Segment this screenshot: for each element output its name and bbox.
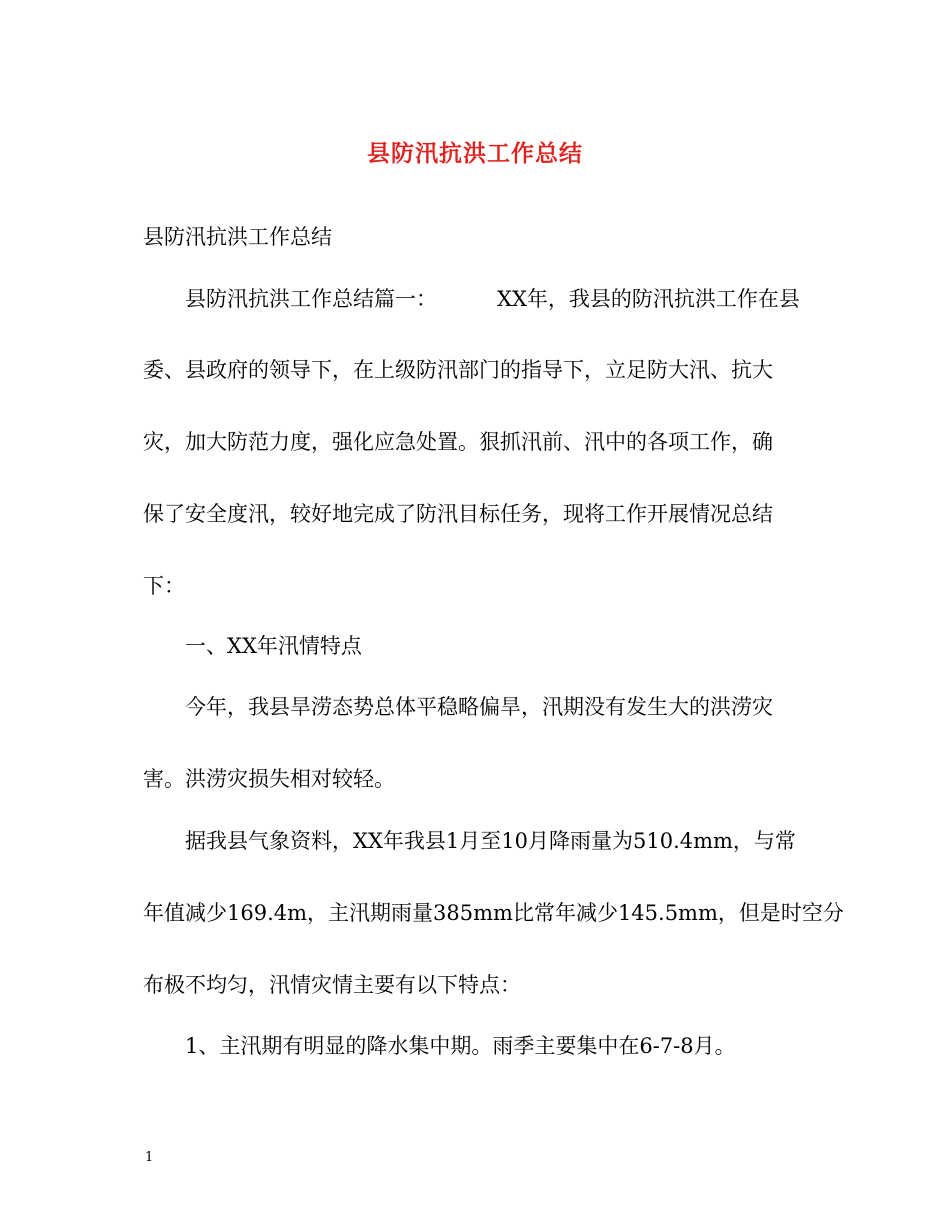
- paragraph-3-line-2: 年值减少169.4m，主汛期雨量385mm比常年减少145.5mm，但是时空分: [143, 901, 844, 925]
- paragraph-1-line-3: 灾，加大防范力度，强化应急处置。狠抓汛前、汛中的各项工作，确: [143, 430, 773, 454]
- paragraph-3-line-1: 据我县气象资料，XX年我县1月至10月降雨量为510.4mm，与常: [185, 829, 796, 853]
- section-1-heading: 一、XX年汛情特点: [185, 634, 362, 658]
- document-subtitle: 县防汛抗洪工作总结: [143, 225, 332, 249]
- paragraph-2-line-2: 害。洪涝灾损失相对较轻。: [143, 767, 395, 791]
- paragraph-2-line-1: 今年，我县旱涝态势总体平稳略偏旱，汛期没有发生大的洪涝灾: [185, 695, 773, 719]
- paragraph-1-line-2: 委、县政府的领导下，在上级防汛部门的指导下，立足防大汛、抗大: [143, 358, 773, 382]
- document-title: 县防汛抗洪工作总结: [367, 140, 583, 167]
- paragraph-3-line-3: 布极不均匀，汛情灾情主要有以下特点：: [143, 973, 521, 997]
- paragraph-1-lead: 县防汛抗洪工作总结篇一：: [185, 287, 437, 311]
- paragraph-1-continuation: XX年，我县的防汛抗洪工作在县: [497, 287, 800, 311]
- paragraph-1-line-5: 下：: [143, 574, 185, 598]
- item-1: 1、主汛期有明显的降水集中期。雨季主要集中在6-7-8月。: [185, 1034, 736, 1058]
- paragraph-1-line-4: 保了安全度汛，较好地完成了防汛目标任务，现将工作开展情况总结: [143, 502, 773, 526]
- page-number: 1: [145, 1150, 154, 1165]
- paragraph-1-line-1: [185, 289, 800, 310]
